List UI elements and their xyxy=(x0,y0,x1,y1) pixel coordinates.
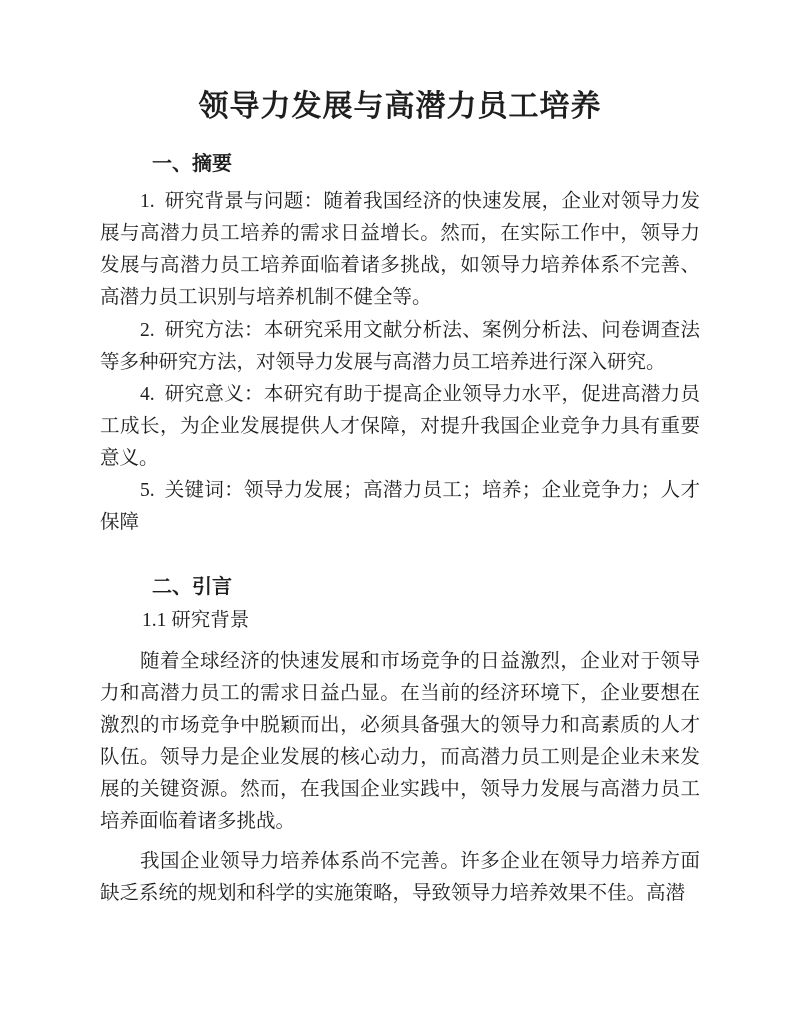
introduction-paragraph-2: 我国企业领导力培养体系尚不完善。许多企业在领导力培养方面缺乏系统的规划和科学的实施策略，导致领导力培养效果不佳。高潜 xyxy=(100,851,700,904)
abstract-paragraph-methods: 2. 研究方法：本研究采用文献分析法、案例分析法、问卷调查法等多种研究方法，对领导力发展与高潜力员工培养进行深入研究。 xyxy=(100,320,700,373)
introduction-heading: 二、引言 xyxy=(152,576,232,598)
abstract-heading: 一、摘要 xyxy=(152,153,232,175)
abstract-paragraph-significance: 4. 研究意义：本研究有助于提高企业领导力水平，促进高潜力员工成长，为企业发展提供人才保障，对提升我国企业竞争力具有重要意义。 xyxy=(100,384,700,469)
document-title: 领导力发展与高潜力员工培养 xyxy=(198,90,602,123)
abstract-paragraph-keywords: 5. 关键词：领导力发展；高潜力员工；培养；企业竞争力；人才保障 xyxy=(100,480,700,533)
abstract-paragraph-background: 1. 研究背景与问题：随着我国经济的快速发展，企业对领导力发展与高潜力员工培养的需求日益增长。然而，在实际工作中，领导力发展与高潜力员工培养面临着诸多挑战，如领导力培养体系不完善、高潜力员工识别与培养机制不健全等。 xyxy=(100,191,700,308)
introduction-paragraph-1: 随着全球经济的快速发展和市场竞争的日益激烈，企业对于领导力和高潜力员工的需求日益凸显。在当前的经济环境下，企业要想在激烈的市场竞争中脱颖而出，必须具备强大的领导力和高素质的人才队伍。领导力是企业发展的核心动力，而高潜力员工则是企业未来发展的关键资源。然而，在我国企业实践中，领导力发展与高潜力员工培养面临着诸多挑战。 xyxy=(100,651,700,832)
introduction-subheading: 1.1 研究背景 xyxy=(142,610,250,631)
